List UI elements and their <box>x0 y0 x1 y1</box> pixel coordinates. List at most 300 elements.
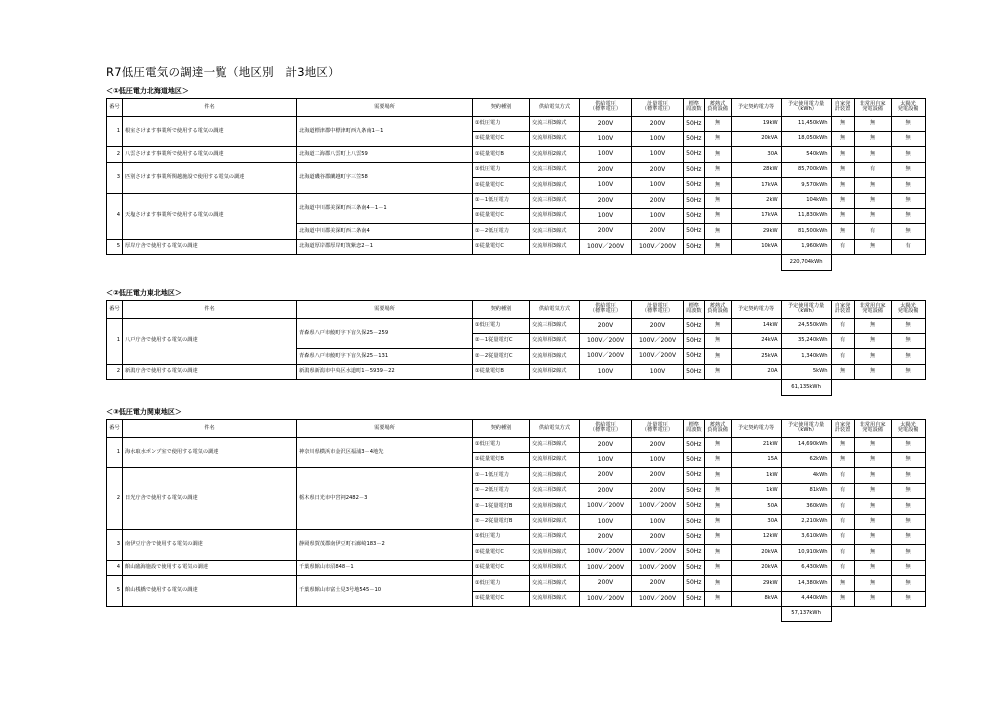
solar-gen: 無 <box>891 333 925 348</box>
meter-voltage: 100V／200V <box>632 560 684 575</box>
emergency-gen: 無 <box>854 437 891 452</box>
frequency: 50Hz <box>684 147 705 162</box>
header-place: 需要場所 <box>297 301 473 319</box>
header-contract: 契約種別 <box>473 301 530 319</box>
header-load-line: 蓄熱式 <box>709 100 726 107</box>
self-gen: 無 <box>831 224 854 239</box>
load-equipment: 無 <box>704 239 731 254</box>
section-total: 57,137kWh <box>781 606 831 621</box>
header-usage <box>781 420 831 438</box>
header-meter-voltage-line: 計量電圧 <box>647 100 668 107</box>
header-solar <box>891 420 925 438</box>
emergency-gen: 無 <box>854 147 891 162</box>
supply-method: 交流単相3線式 <box>530 131 580 146</box>
table-row <box>107 560 926 575</box>
header-load <box>704 301 731 319</box>
meter-voltage: 100V <box>632 147 684 162</box>
header-row <box>107 99 926 117</box>
header-meter-voltage <box>632 420 684 438</box>
meter-voltage: 200V <box>632 224 684 239</box>
header-frequency-line: 周波数 <box>686 308 702 315</box>
item-name: 八雲さけます事業所で使用する電気の調達 <box>123 147 297 162</box>
load-equipment: 無 <box>704 468 731 483</box>
header-supply-voltage-line: （標準電圧） <box>589 106 622 113</box>
meter-voltage: 100V／200V <box>632 333 684 348</box>
header-self-gen-line: 計装置 <box>834 308 851 315</box>
planned-usage: 6,430kWh <box>781 560 831 575</box>
header-frequency <box>684 301 705 319</box>
load-equipment: 無 <box>704 452 731 467</box>
planned-usage: 35,240kWh <box>781 333 831 348</box>
contract-type: ①低圧電力 <box>473 437 530 452</box>
header-supply-voltage-line: （標準電圧） <box>589 308 622 315</box>
demand-place: 栃木県日光市中宮祠2482－3 <box>297 468 473 530</box>
load-equipment: 無 <box>704 224 731 239</box>
emergency-gen: 無 <box>854 545 891 560</box>
item-number: 1 <box>107 437 123 468</box>
meter-voltage: 100V／200V <box>632 591 684 606</box>
contract-power: 24kVA <box>731 333 781 348</box>
header-row <box>107 420 926 438</box>
meter-voltage: 200V <box>632 318 684 333</box>
contract-type: ②従量電灯C <box>473 178 530 193</box>
header-load-line: 負荷設備 <box>707 106 728 113</box>
contract-power: 15A <box>731 452 781 467</box>
item-name: 館山桟橋で使用する電気の調達 <box>123 576 297 607</box>
solar-gen: 無 <box>891 576 925 591</box>
emergency-gen: 無 <box>854 239 891 254</box>
frequency: 50Hz <box>684 437 705 452</box>
table-row <box>107 529 926 544</box>
load-equipment: 無 <box>704 318 731 333</box>
item-number: 5 <box>107 576 123 607</box>
load-equipment: 無 <box>704 437 731 452</box>
solar-gen: 無 <box>891 318 925 333</box>
section-total: 61,135kWh <box>781 380 831 395</box>
planned-usage: 4,440kWh <box>781 591 831 606</box>
contract-power: 29kW <box>731 224 781 239</box>
contract-power: 21kW <box>731 437 781 452</box>
header-frequency-line: 標準 <box>688 421 699 428</box>
supply-voltage: 100V／200V <box>580 349 632 364</box>
item-number: 1 <box>107 116 123 147</box>
meter-voltage: 200V <box>632 437 684 452</box>
supply-method: 交流単相3線式 <box>530 239 580 254</box>
frequency: 50Hz <box>684 576 705 591</box>
header-method: 供給電気方式 <box>530 99 580 117</box>
load-equipment: 無 <box>704 116 731 131</box>
frequency: 50Hz <box>684 483 705 498</box>
solar-gen: 無 <box>891 514 925 529</box>
meter-voltage: 100V／200V <box>632 545 684 560</box>
supply-voltage: 100V／200V <box>580 499 632 514</box>
supply-method: 交流三相3線式 <box>530 483 580 498</box>
header-self-gen <box>831 301 854 319</box>
frequency: 50Hz <box>684 239 705 254</box>
self-gen: 有 <box>831 239 854 254</box>
supply-method: 交流三相3線式 <box>530 576 580 591</box>
header-load-line: 負荷設備 <box>707 308 728 315</box>
demand-place: 神奈川県横浜市金沢区福浦3－4地先 <box>297 437 473 468</box>
supply-voltage: 100V／200V <box>580 591 632 606</box>
supply-voltage: 100V <box>580 208 632 223</box>
header-self-gen <box>831 420 854 438</box>
planned-usage: 85,700kWh <box>781 162 831 177</box>
contract-type: ①従量電灯B <box>473 364 530 379</box>
contract-power: 1kW <box>731 483 781 498</box>
supply-method: 交流三相3線式 <box>530 318 580 333</box>
meter-voltage: 100V <box>632 452 684 467</box>
contract-type: ②従量電灯C <box>473 591 530 606</box>
load-equipment: 無 <box>704 178 731 193</box>
contract-power: 12kW <box>731 529 781 544</box>
header-supply-voltage-line: 供給電圧 <box>595 421 616 428</box>
self-gen: 有 <box>831 499 854 514</box>
contract-type: ①－2低圧電力 <box>473 224 530 239</box>
contract-power: 25kVA <box>731 349 781 364</box>
supply-method: 交流単相3線式 <box>530 208 580 223</box>
solar-gen: 無 <box>891 468 925 483</box>
contract-type: ①低圧電力 <box>473 162 530 177</box>
planned-usage: 14,690kWh <box>781 437 831 452</box>
solar-gen: 無 <box>891 437 925 452</box>
header-frequency-line: 周波数 <box>686 106 702 113</box>
self-gen: 無 <box>831 193 854 208</box>
demand-place: 北海道厚岸郡厚岸町筑紫恋2－1 <box>297 239 473 254</box>
frequency: 50Hz <box>684 468 705 483</box>
emergency-gen: 無 <box>854 483 891 498</box>
meter-voltage: 100V <box>632 364 684 379</box>
meter-voltage: 200V <box>632 483 684 498</box>
solar-gen: 有 <box>891 239 925 254</box>
solar-gen: 無 <box>891 529 925 544</box>
emergency-gen: 無 <box>854 131 891 146</box>
planned-usage: 1,340kWh <box>781 349 831 364</box>
solar-gen: 無 <box>891 483 925 498</box>
supply-voltage: 200V <box>580 483 632 498</box>
table-row <box>107 576 926 591</box>
supply-voltage: 200V <box>580 468 632 483</box>
frequency: 50Hz <box>684 560 705 575</box>
load-equipment: 無 <box>704 364 731 379</box>
solar-gen: 無 <box>891 147 925 162</box>
contract-power: 50A <box>731 499 781 514</box>
frequency: 50Hz <box>684 333 705 348</box>
item-number: 2 <box>107 468 123 530</box>
supply-method: 交流三相3線式 <box>530 193 580 208</box>
section-title: ＜②低圧電力東北地区＞ <box>106 289 182 297</box>
item-name: 八戸庁舎で使用する電気の調達 <box>123 318 297 364</box>
contract-type: ①－1低圧電力 <box>473 193 530 208</box>
self-gen: 有 <box>831 514 854 529</box>
item-number: 4 <box>107 193 123 239</box>
header-power: 予定契約電力等 <box>731 420 781 438</box>
item-name: 日光庁舎で使用する電気の調達 <box>123 468 297 530</box>
contract-power: 20A <box>731 364 781 379</box>
header-supply-voltage-line: 供給電圧 <box>595 100 616 107</box>
supply-voltage: 100V／200V <box>580 333 632 348</box>
table-row <box>107 116 926 131</box>
contract-type: ②－1従量電灯C <box>473 333 530 348</box>
meter-voltage: 200V <box>632 162 684 177</box>
header-place: 需要場所 <box>297 420 473 438</box>
procurement-table <box>106 98 926 271</box>
header-solar <box>891 99 925 117</box>
header-method: 供給電気方式 <box>530 301 580 319</box>
header-frequency <box>684 420 705 438</box>
solar-gen: 無 <box>891 349 925 364</box>
supply-method: 交流単相3線式 <box>530 560 580 575</box>
emergency-gen: 無 <box>854 529 891 544</box>
header-name: 件名 <box>123 420 297 438</box>
demand-place: 北海道中川郡美深町西二条南4 <box>297 224 473 239</box>
item-number: 3 <box>107 162 123 193</box>
supply-method: 交流単相3線式 <box>530 178 580 193</box>
header-usage-line: 予定使用電力量 <box>787 302 825 309</box>
header-name: 件名 <box>123 99 297 117</box>
frequency: 50Hz <box>684 178 705 193</box>
contract-power: 30A <box>731 147 781 162</box>
header-contract: 契約種別 <box>473 99 530 117</box>
supply-method: 交流三相3線式 <box>530 162 580 177</box>
header-frequency <box>684 99 705 117</box>
header-meter-voltage-line: （標準電圧） <box>641 308 674 315</box>
header-supply-voltage-line: 供給電圧 <box>595 302 616 309</box>
item-name: 天塩さけます事業所で使用する電気の調達 <box>123 193 297 239</box>
header-meter-voltage-line: 計量電圧 <box>647 421 668 428</box>
procurement-table <box>106 300 926 396</box>
load-equipment: 無 <box>704 483 731 498</box>
header-no: 番号 <box>107 99 123 117</box>
planned-usage: 24,550kWh <box>781 318 831 333</box>
supply-voltage: 200V <box>580 162 632 177</box>
load-equipment: 無 <box>704 545 731 560</box>
item-name: 匹別さけます事業所関越施設で使用する電気の調達 <box>123 162 297 193</box>
supply-voltage: 100V／200V <box>580 560 632 575</box>
contract-type: ②従量電灯C <box>473 208 530 223</box>
self-gen: 有 <box>831 483 854 498</box>
emergency-gen: 無 <box>854 514 891 529</box>
meter-voltage: 200V <box>632 116 684 131</box>
solar-gen: 無 <box>891 162 925 177</box>
contract-power: 28kW <box>731 162 781 177</box>
planned-usage: 3,610kWh <box>781 529 831 544</box>
self-gen: 有 <box>831 529 854 544</box>
frequency: 50Hz <box>684 116 705 131</box>
contract-type: ①低圧電力 <box>473 576 530 591</box>
solar-gen: 無 <box>891 364 925 379</box>
self-gen: 無 <box>831 208 854 223</box>
contract-type: ②－2従量電灯B <box>473 514 530 529</box>
contract-type: ①従量電灯B <box>473 147 530 162</box>
supply-method: 交流単相2線式 <box>530 364 580 379</box>
header-solar-line: 太陽光 <box>900 421 916 428</box>
header-self-gen-line: 自家発 <box>834 302 851 309</box>
emergency-gen: 無 <box>854 591 891 606</box>
header-self-gen-line: 自家発 <box>834 421 851 428</box>
supply-voltage: 100V／200V <box>580 239 632 254</box>
header-solar-line: 太陽光 <box>900 100 916 107</box>
contract-power: 8kVA <box>731 591 781 606</box>
planned-usage: 18,050kWh <box>781 131 831 146</box>
header-usage <box>781 301 831 319</box>
header-supply-voltage <box>580 420 632 438</box>
self-gen: 無 <box>831 162 854 177</box>
supply-voltage: 200V <box>580 576 632 591</box>
header-usage-line: 予定使用電力量 <box>787 421 825 428</box>
header-place: 需要場所 <box>297 99 473 117</box>
supply-voltage: 200V <box>580 116 632 131</box>
frequency: 50Hz <box>684 224 705 239</box>
load-equipment: 無 <box>704 560 731 575</box>
supply-method: 交流単相3線式 <box>530 333 580 348</box>
supply-voltage: 100V <box>580 131 632 146</box>
contract-type: ①－2低圧電力 <box>473 483 530 498</box>
table-row <box>107 437 926 452</box>
header-emergency-line: 発電設備 <box>862 427 883 434</box>
item-name: 新潟庁舎で使用する電気の調達 <box>123 364 297 379</box>
header-solar <box>891 301 925 319</box>
header-emergency <box>854 99 891 117</box>
emergency-gen: 無 <box>854 560 891 575</box>
contract-power: 30A <box>731 514 781 529</box>
self-gen: 無 <box>831 147 854 162</box>
emergency-gen: 無 <box>854 193 891 208</box>
supply-voltage: 100V <box>580 178 632 193</box>
meter-voltage: 200V <box>632 193 684 208</box>
self-gen: 無 <box>831 131 854 146</box>
self-gen: 無 <box>831 364 854 379</box>
emergency-gen: 有 <box>854 162 891 177</box>
emergency-gen: 無 <box>854 499 891 514</box>
planned-usage: 11,830kWh <box>781 208 831 223</box>
planned-usage: 11,450kWh <box>781 116 831 131</box>
header-usage-line: （kWh） <box>795 106 817 113</box>
load-equipment: 無 <box>704 591 731 606</box>
frequency: 50Hz <box>684 591 705 606</box>
demand-place: 北海道中川郡美深町西三条南4－1－1 <box>297 193 473 224</box>
emergency-gen: 無 <box>854 116 891 131</box>
header-solar-line: 発電設備 <box>897 308 919 315</box>
emergency-gen: 無 <box>854 333 891 348</box>
supply-voltage: 100V <box>580 147 632 162</box>
supply-method: 交流三相3線式 <box>530 116 580 131</box>
header-contract: 契約種別 <box>473 420 530 438</box>
emergency-gen: 無 <box>854 468 891 483</box>
self-gen: 有 <box>831 318 854 333</box>
header-usage-line: 予定使用電力量 <box>787 100 825 107</box>
demand-place: 青森県八戸市鮫町字下盲久保25－259 <box>297 318 473 349</box>
header-power: 予定契約電力等 <box>731 301 781 319</box>
supply-voltage: 200V <box>580 224 632 239</box>
item-number: 2 <box>107 364 123 379</box>
contract-power: 20kVA <box>731 131 781 146</box>
header-frequency-line: 標準 <box>688 302 699 309</box>
solar-gen: 無 <box>891 224 925 239</box>
demand-place: 千葉県館山市富士見3号地545－10 <box>297 576 473 607</box>
emergency-gen: 無 <box>854 349 891 364</box>
header-power: 予定契約電力等 <box>731 99 781 117</box>
supply-method: 交流単相2線式 <box>530 452 580 467</box>
header-solar-line: 発電設備 <box>897 427 919 434</box>
frequency: 50Hz <box>684 452 705 467</box>
emergency-gen: 無 <box>854 208 891 223</box>
header-meter-voltage-line: （標準電圧） <box>641 427 674 434</box>
self-gen: 無 <box>831 591 854 606</box>
header-solar-line: 太陽光 <box>900 302 916 309</box>
planned-usage: 81,500kWh <box>781 224 831 239</box>
demand-place: 北海道標津郡中標津町西九条南1－1 <box>297 116 473 147</box>
contract-type: ②従量電灯B <box>473 452 530 467</box>
supply-voltage: 200V <box>580 193 632 208</box>
load-equipment: 無 <box>704 193 731 208</box>
header-self-gen-line: 計装置 <box>834 427 851 434</box>
header-no: 番号 <box>107 420 123 438</box>
self-gen: 無 <box>831 116 854 131</box>
header-load-line: 蓄熱式 <box>709 302 726 309</box>
supply-method: 交流単相2線式 <box>530 514 580 529</box>
frequency: 50Hz <box>684 208 705 223</box>
supply-voltage: 100V <box>580 514 632 529</box>
load-equipment: 無 <box>704 499 731 514</box>
header-supply-voltage <box>580 99 632 117</box>
meter-voltage: 200V <box>632 576 684 591</box>
contract-power: 20kVA <box>731 545 781 560</box>
supply-voltage: 200V <box>580 437 632 452</box>
item-name: 厚岸庁舎で使用する電気の調達 <box>123 239 297 254</box>
contract-type: ①－1低圧電力 <box>473 468 530 483</box>
meter-voltage: 100V／200V <box>632 349 684 364</box>
emergency-gen: 有 <box>854 224 891 239</box>
header-no: 番号 <box>107 301 123 319</box>
table-row <box>107 468 926 483</box>
demand-place: 千葉県館山市沼848－1 <box>297 560 473 575</box>
header-meter-voltage-line: 計量電圧 <box>647 302 668 309</box>
solar-gen: 無 <box>891 208 925 223</box>
supply-method: 交流単相3線式 <box>530 499 580 514</box>
solar-gen: 無 <box>891 499 925 514</box>
header-emergency-line: 発電設備 <box>862 308 883 315</box>
demand-place: 北海道二海郡八雲町上八雲59 <box>297 147 473 162</box>
planned-usage: 14,380kWh <box>781 576 831 591</box>
table-row <box>107 147 926 162</box>
frequency: 50Hz <box>684 545 705 560</box>
contract-type: ②従量電灯C <box>473 545 530 560</box>
frequency: 50Hz <box>684 499 705 514</box>
self-gen: 有 <box>831 560 854 575</box>
solar-gen: 無 <box>891 131 925 146</box>
header-self-gen-line: 計装置 <box>834 106 851 113</box>
supply-method: 交流三相3線式 <box>530 224 580 239</box>
contract-type: ①従量電灯C <box>473 560 530 575</box>
item-name: 館山臨海施設で使用する電気の調達 <box>123 560 297 575</box>
contract-power: 1kW <box>731 468 781 483</box>
header-emergency-line: 発電設備 <box>862 106 883 113</box>
meter-voltage: 200V <box>632 529 684 544</box>
header-emergency <box>854 420 891 438</box>
emergency-gen: 無 <box>854 364 891 379</box>
header-meter-voltage-line: （標準電圧） <box>641 106 674 113</box>
self-gen: 有 <box>831 333 854 348</box>
item-number: 4 <box>107 560 123 575</box>
load-equipment: 無 <box>704 131 731 146</box>
frequency: 50Hz <box>684 349 705 364</box>
meter-voltage: 100V <box>632 514 684 529</box>
solar-gen: 無 <box>891 116 925 131</box>
meter-voltage: 200V <box>632 468 684 483</box>
contract-type: ①低圧電力 <box>473 116 530 131</box>
contract-power: 17kVA <box>731 208 781 223</box>
